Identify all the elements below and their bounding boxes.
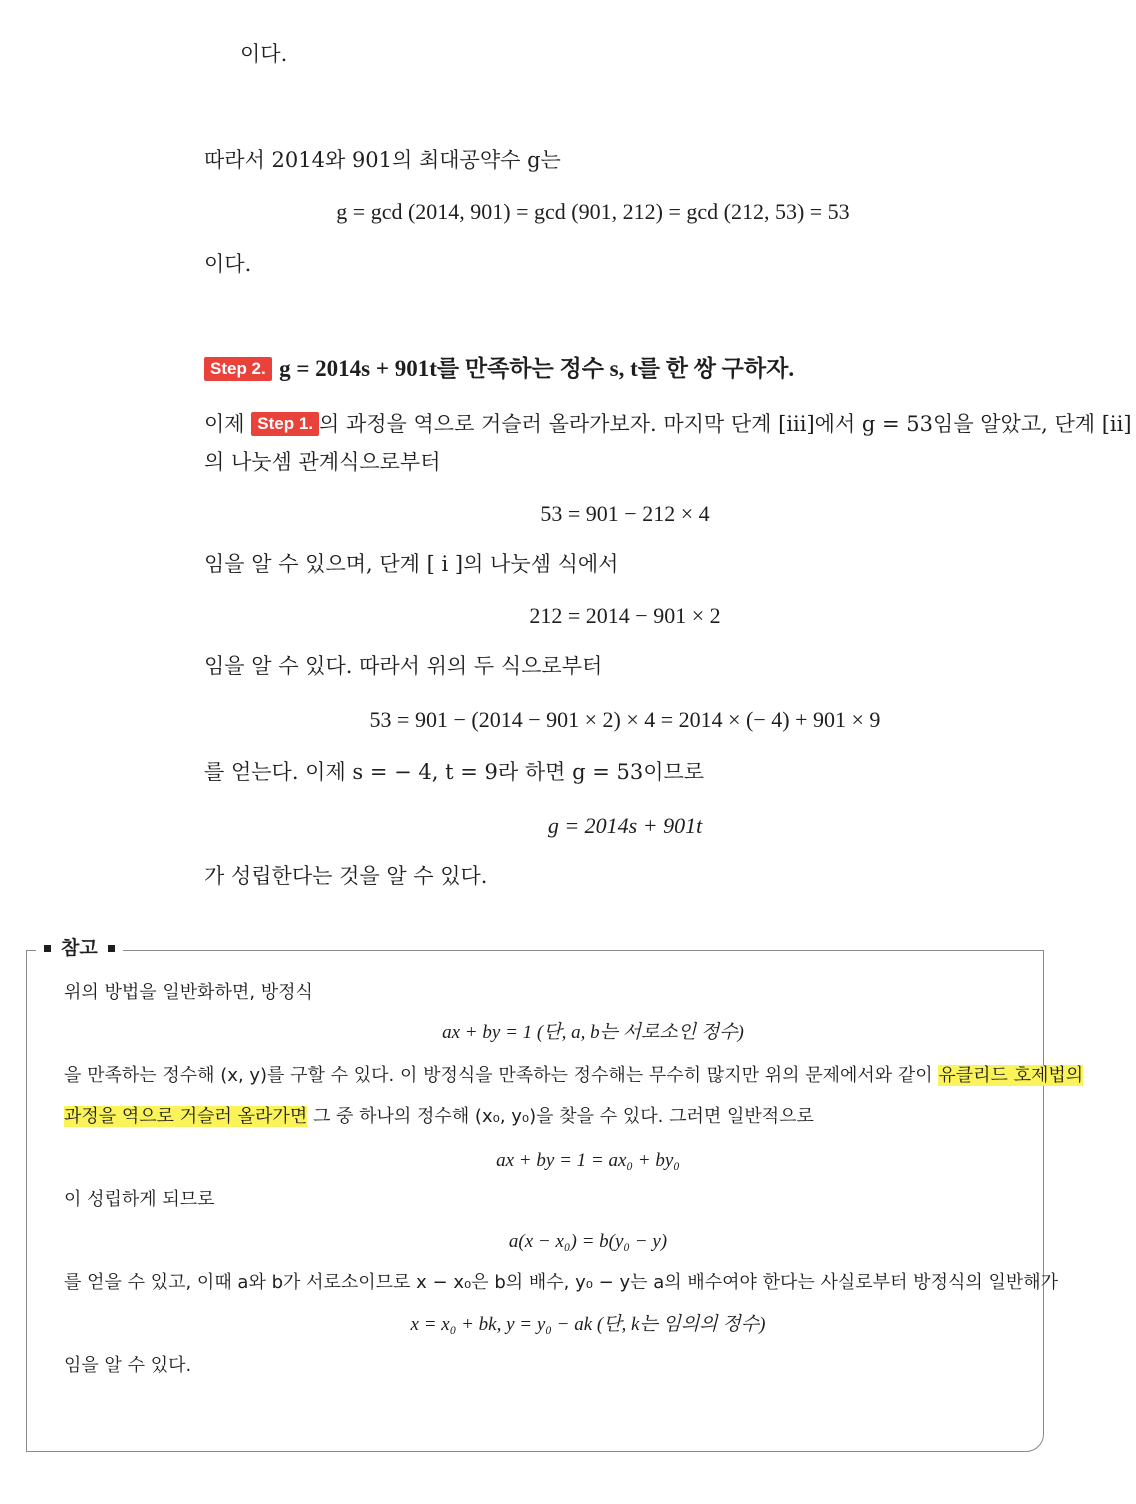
highlight: 유클리드 호제법의: [938, 1065, 1084, 1086]
note-line: [64, 1104, 814, 1130]
note-label: [36, 934, 123, 962]
text-line: 이다.: [204, 252, 252, 276]
note-equation: ax + by = 1 = ax₀ + by₀: [496, 1150, 680, 1171]
text-line: 의 나눗셈 관계식으로부터: [204, 450, 441, 474]
p4-before: 이제: [204, 412, 245, 436]
note-line: [64, 1063, 1083, 1089]
step2-title: g = 2014s + 901t를 만족하는 정수 s, t를 한 쌍 구하자.: [279, 356, 795, 381]
text-line: [204, 410, 1132, 438]
note-l3-text: 그 중 하나의 정수해 (x₀, y₀)을 찾을 수 있다. 그러면 일반적으로: [307, 1106, 814, 1127]
equation: g = gcd (2014, 901) = gcd (901, 212) = gcd (212, 53) = 53: [336, 199, 850, 224]
text-line: 임을 알 수 있으며, 단계 [ i ]의 나눗셈 식에서: [204, 552, 619, 576]
note-equation: ax + by = 1 (단, a, b는 서로소인 정수): [442, 1022, 744, 1043]
step1-badge: Step 1.: [251, 412, 319, 436]
note-equation: a(x − x₀) = b(y₀ − y): [508, 1231, 668, 1252]
equation: 212 = 2014 − 901 × 2: [529, 603, 721, 628]
equation: 53 = 901 − 212 × 4: [540, 501, 710, 526]
equation: g = 2014s + 901t: [547, 813, 703, 838]
text-line: 이다.: [240, 42, 288, 66]
highlight: 과정을 역으로 거슬러 올라가면: [64, 1106, 308, 1127]
equation: 53 = 901 − (2014 − 901 × 2) × 4 = 2014 × (− 4) + 901 × 9: [369, 707, 881, 732]
text-line: 따라서 2014와 901의 최대공약수 g는: [204, 148, 561, 172]
step2-heading: [204, 354, 794, 384]
note-l2-text: 을 만족하는 정수해 (x, y)를 구할 수 있다. 이 방정식을 만족하는 정수해는 무수히 많지만 위의 문제에서와 같이: [64, 1065, 939, 1086]
square-bullet-icon: [44, 945, 51, 952]
text-line: 를 얻는다. 이제 s = − 4, t = 9라 하면 g = 53이므로: [204, 760, 705, 784]
text-line: 가 성립한다는 것을 알 수 있다.: [204, 864, 488, 888]
square-bullet-icon: [108, 945, 115, 952]
note-line: 위의 방법을 일반화하면, 방정식: [64, 982, 313, 1003]
note-title: 참고: [61, 937, 98, 959]
note-line: 를 얻을 수 있고, 이때 a와 b가 서로소이므로 x − x₀은 b의 배수, y₀ − y는 a의 배수여야 한다는 사실로부터 방정식의 일반해가: [64, 1272, 1059, 1293]
note-line: 이 성립하게 되므로: [64, 1189, 215, 1210]
note-equation: x = x₀ + bk, y = y₀ − ak (단, k는 임의의 정수): [410, 1314, 766, 1335]
p4-after: 의 과정을 역으로 거슬러 올라가보자. 마지막 단계 [iii]에서 g = 53임을 알았고, 단계 [ii]: [319, 412, 1132, 436]
note-line: 임을 알 수 있다.: [64, 1355, 192, 1376]
text-line: 임을 알 수 있다. 따라서 위의 두 식으로부터: [204, 654, 603, 678]
step2-badge: Step 2.: [204, 357, 272, 381]
